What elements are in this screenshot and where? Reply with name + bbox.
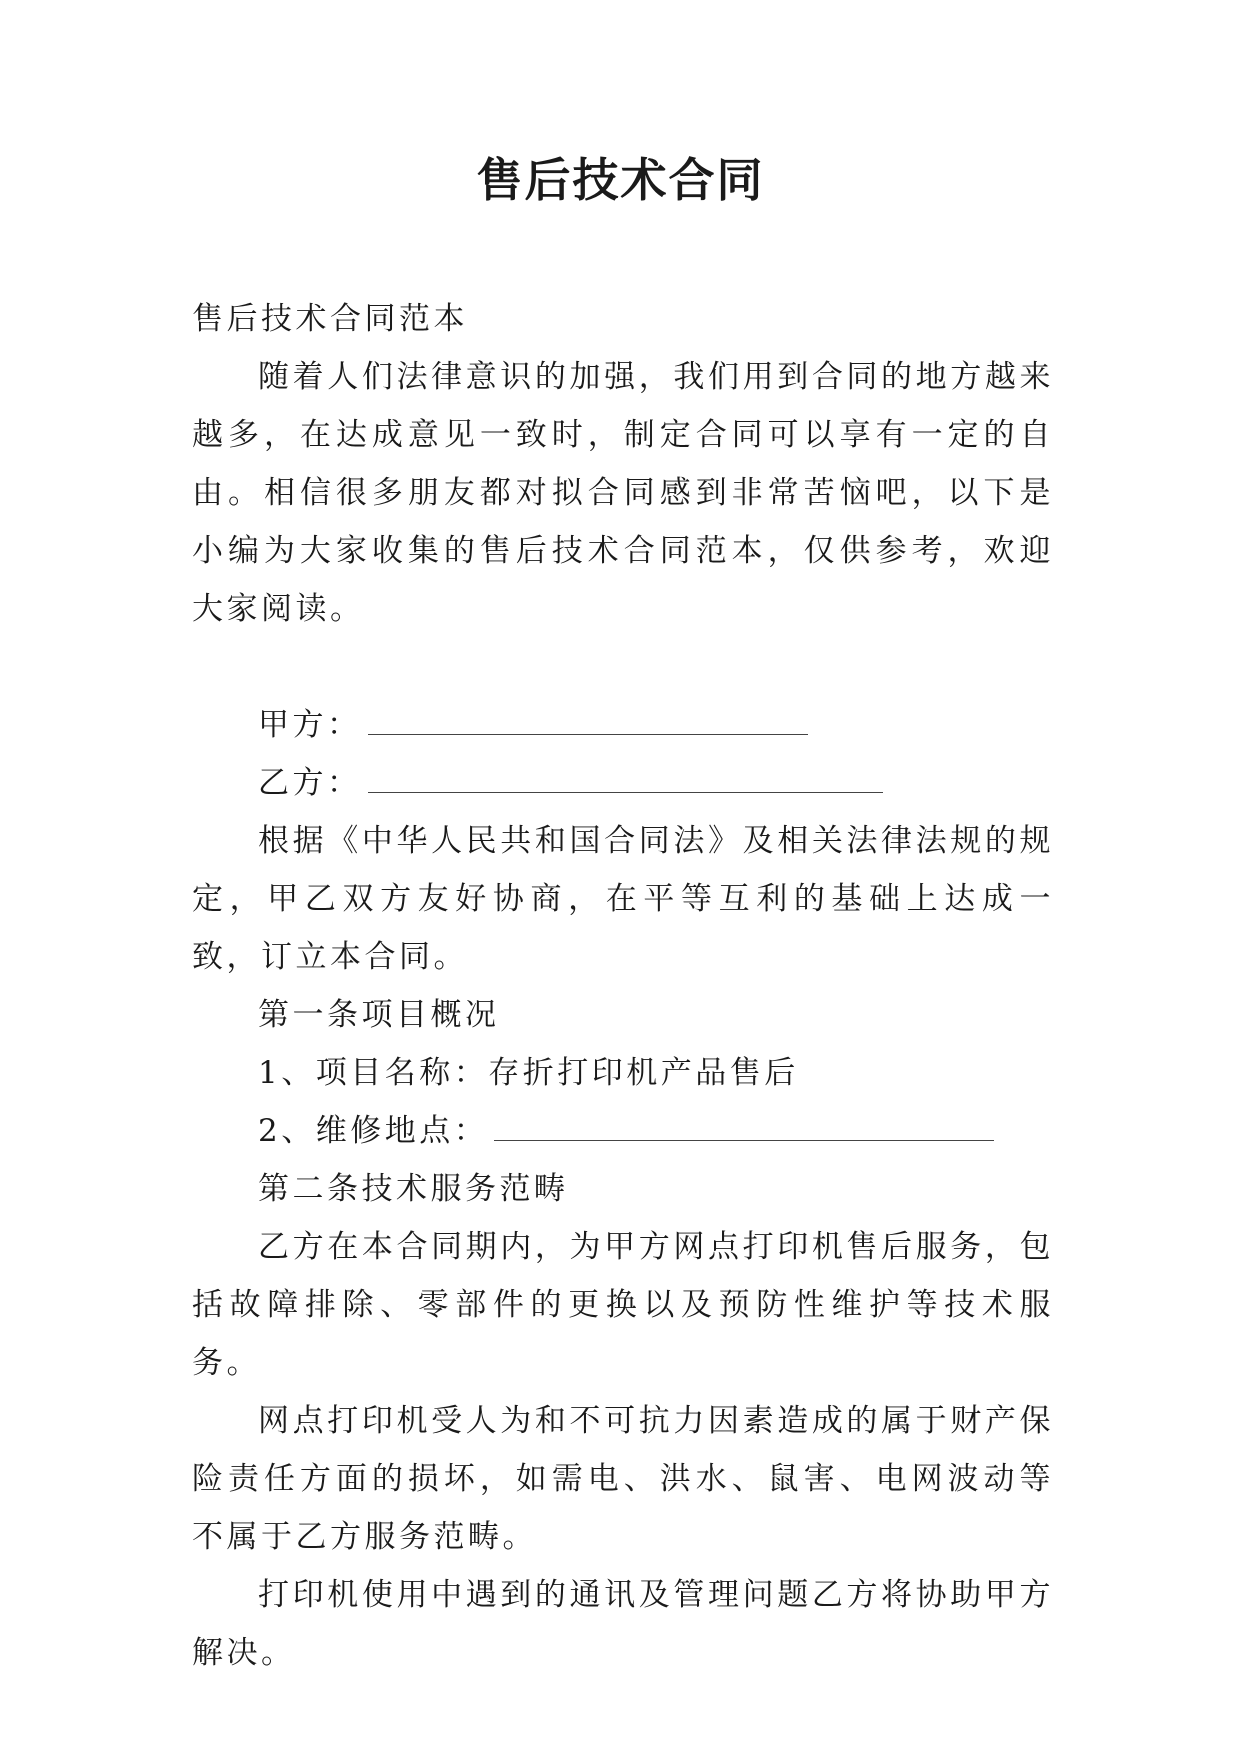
party-a-blank [368, 712, 808, 735]
exclusion-paragraph: 网点打印机受人为和不可抗力因素造成的属于财产保险责任方面的损坏，如需电、洪水、鼠害、电网波动等不属于乙方服务范畴。 [192, 1403, 1054, 1555]
repair-location-blank [494, 1118, 994, 1141]
basis-paragraph: 根据《中华人民共和国合同法》及相关法律法规的规定，甲乙双方友好协商，在平等互利的基础上达成一致，订立本合同。 [192, 823, 1054, 975]
blank-spacer [192, 638, 1054, 696]
party-b-label: 乙方： [258, 765, 362, 801]
item-1-project-name: 1、项目名称：存折打印机产品售后 [258, 1055, 799, 1091]
intro-paragraph: 随着人们法律意识的加强，我们用到合同的地方越来越多，在达成意见一致时，制定合同可以享有一定的自由。相信很多朋友都对拟合同感到非常苦恼吧，以下是小编为大家收集的售后技术合同范本，仅供参考，欢迎大家阅读。 [192, 359, 1054, 627]
party-b-blank [368, 770, 883, 793]
document-body [192, 290, 1054, 1682]
party-a-line [192, 696, 1054, 754]
party-b-line [192, 754, 1054, 812]
item-2-label: 2、维修地点： [258, 1113, 489, 1149]
assist-paragraph: 打印机使用中遇到的通讯及管理问题乙方将协助甲方解决。 [192, 1577, 1054, 1671]
party-a-label: 甲方： [258, 707, 362, 743]
document-title: 售后技术合同 [476, 153, 765, 207]
article-1-title: 第一条项目概况 [258, 997, 500, 1033]
article-2-title: 第二条技术服务范畴 [258, 1171, 569, 1207]
item-2-line [192, 1102, 1054, 1160]
service-paragraph: 乙方在本合同期内，为甲方网点打印机售后服务，包括故障排除、零部件的更换以及预防性维护等技术服务。 [192, 1229, 1054, 1381]
document-subtitle: 售后技术合同范本 [192, 301, 468, 337]
